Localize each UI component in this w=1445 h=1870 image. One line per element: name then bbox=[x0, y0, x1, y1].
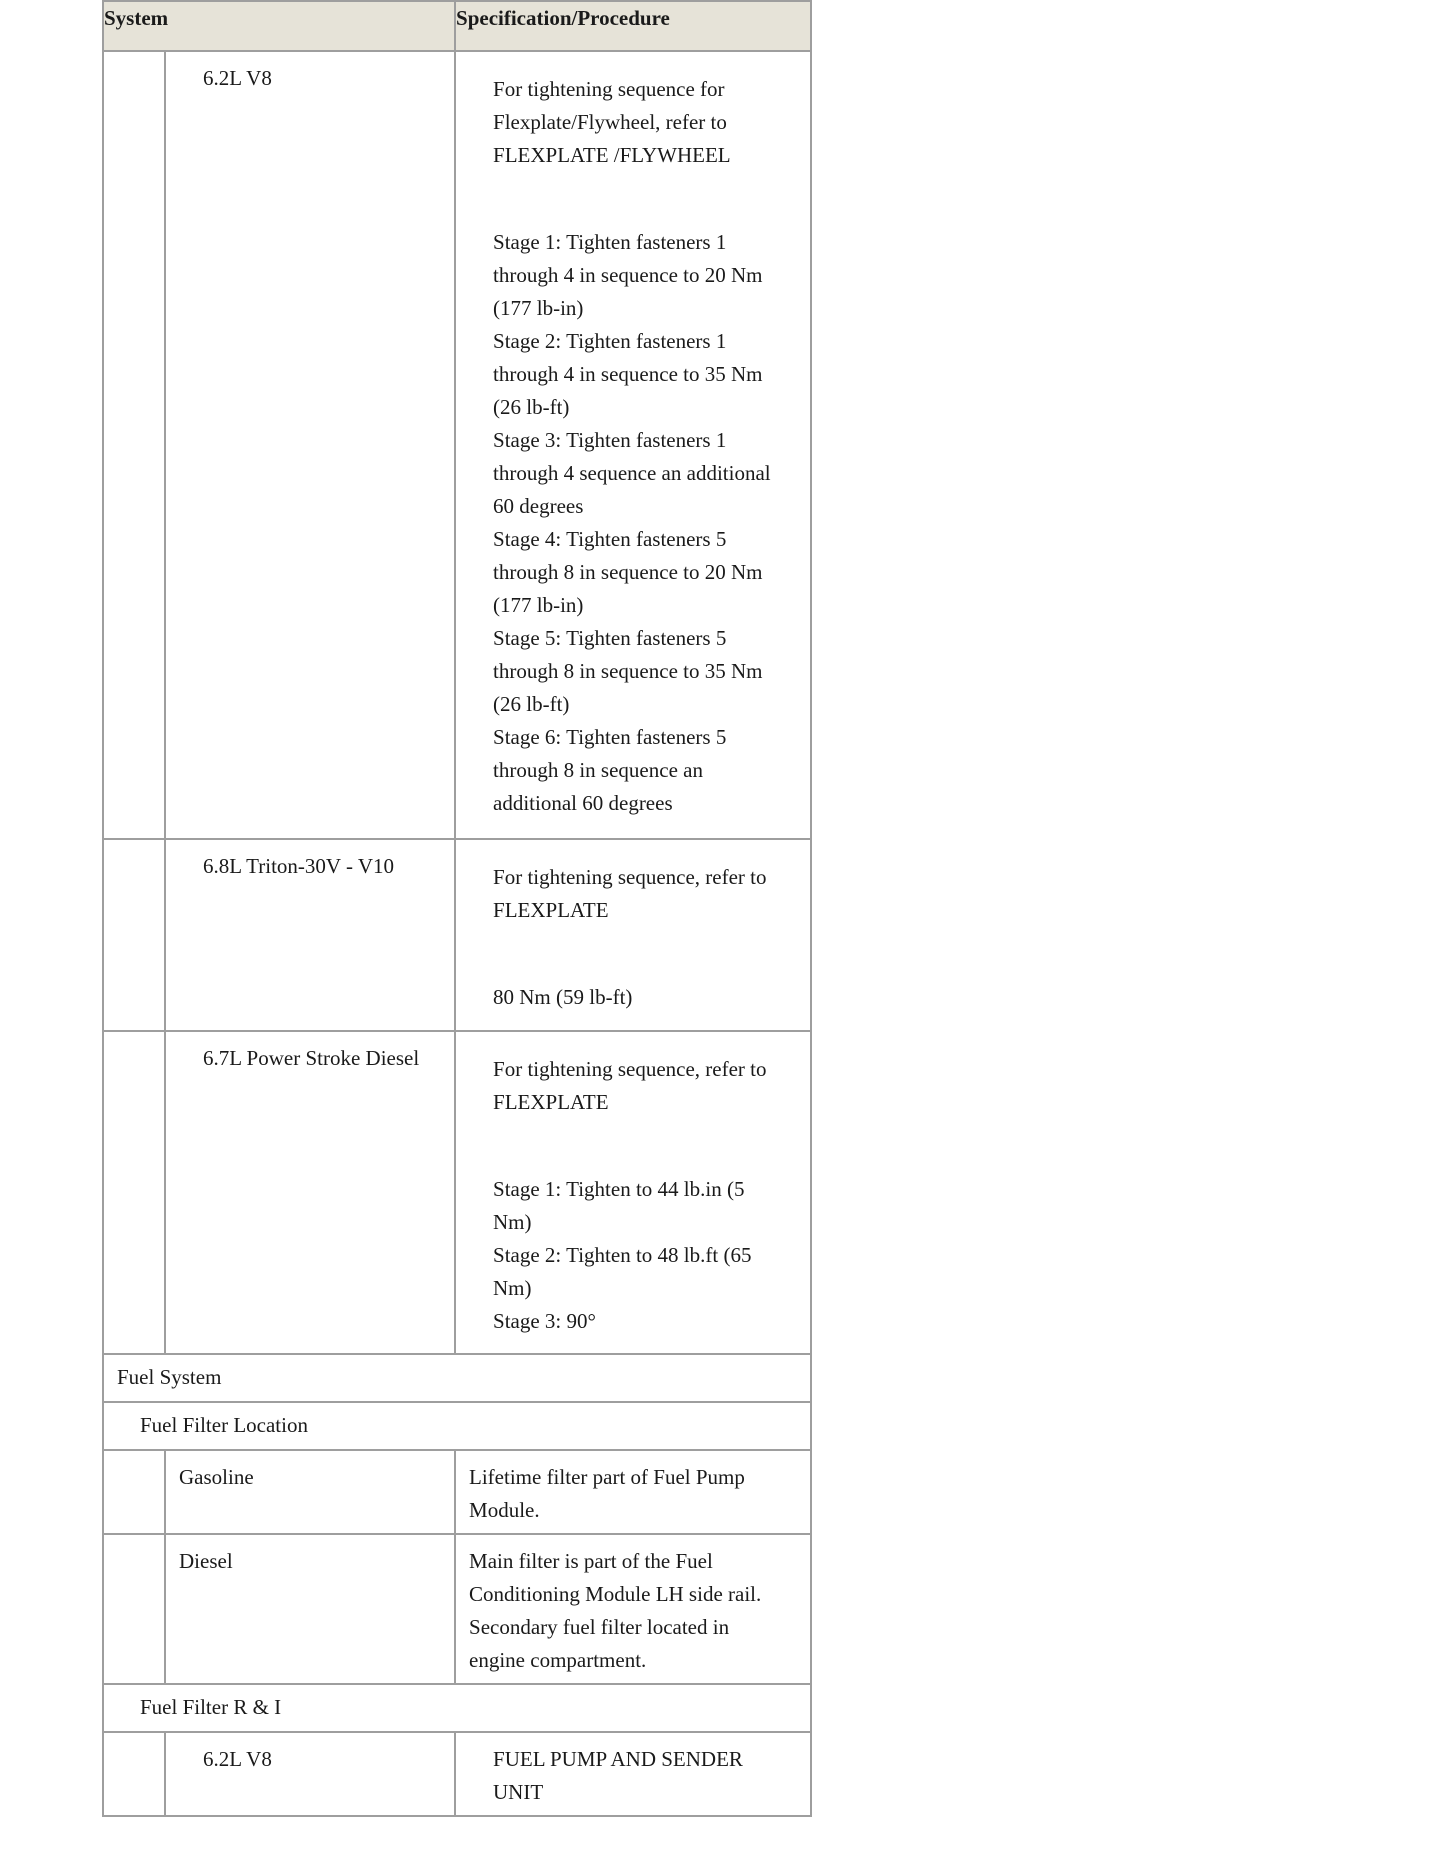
table-row bbox=[103, 1031, 811, 1354]
spec-step: 80 Nm (59 lb-ft) bbox=[493, 985, 633, 1009]
subsection-fuel-filter-ri: Fuel Filter R & I bbox=[103, 1684, 811, 1732]
table-row bbox=[103, 1534, 811, 1684]
indent-cell bbox=[103, 1534, 165, 1684]
system-cell: 6.2L V8 bbox=[165, 51, 455, 839]
spec-step: Stage 4: Tighten fasteners 5 through 8 in sequence to 20 Nm (177 lb-in) bbox=[493, 527, 763, 617]
system-cell: 6.2L V8 bbox=[165, 1732, 455, 1816]
spec-step: Stage 2: Tighten fasteners 1 through 4 in sequence to 35 Nm (26 lb-ft) bbox=[493, 329, 763, 419]
subsection-fuel-filter-location: Fuel Filter Location bbox=[103, 1402, 811, 1450]
spec-step: Stage 2: Tighten to 48 lb.ft (65 Nm) bbox=[493, 1243, 752, 1300]
subsection-row bbox=[103, 1684, 811, 1732]
specification-table bbox=[102, 0, 812, 1817]
system-cell: Gasoline bbox=[165, 1450, 455, 1534]
table-row bbox=[103, 1732, 811, 1816]
spec-step: Stage 1: Tighten to 44 lb.in (5 Nm) bbox=[493, 1177, 745, 1234]
table-row bbox=[103, 1450, 811, 1534]
indent-cell bbox=[103, 51, 165, 839]
system-cell: 6.7L Power Stroke Diesel bbox=[165, 1031, 455, 1354]
header-system: System bbox=[103, 1, 455, 51]
spec-step: Stage 1: Tighten fasteners 1 through 4 in sequence to 20 Nm (177 lb-in) bbox=[493, 230, 763, 320]
indent-cell bbox=[103, 1031, 165, 1354]
spec-step: Stage 5: Tighten fasteners 5 through 8 in sequence to 35 Nm (26 lb-ft) bbox=[493, 626, 763, 716]
spec-cell: Lifetime filter part of Fuel Pump Module. bbox=[455, 1450, 811, 1534]
header-row bbox=[103, 1, 811, 51]
section-fuel-system: Fuel System bbox=[103, 1354, 811, 1402]
spec-lead: For tightening sequence, refer to FLEXPLATE bbox=[493, 1057, 767, 1114]
indent-cell bbox=[103, 839, 165, 1031]
system-cell: Diesel bbox=[165, 1534, 455, 1684]
spec-cell bbox=[455, 51, 811, 839]
spec-cell: Main filter is part of the Fuel Conditioning Module LH side rail. Secondary fuel filter located in engine compartment. bbox=[455, 1534, 811, 1684]
indent-cell bbox=[103, 1732, 165, 1816]
spec-step: Stage 3: 90° bbox=[493, 1309, 596, 1333]
section-row bbox=[103, 1354, 811, 1402]
spec-cell: FUEL PUMP AND SENDER UNIT bbox=[455, 1732, 811, 1816]
header-specification: Specification/Procedure bbox=[455, 1, 811, 51]
spec-step: Stage 6: Tighten fasteners 5 through 8 in sequence an additional 60 degrees bbox=[493, 725, 727, 815]
spec-cell bbox=[455, 1031, 811, 1354]
spec-lead: For tightening sequence, refer to FLEXPLATE bbox=[493, 865, 767, 922]
spec-step: Stage 3: Tighten fasteners 1 through 4 sequence an additional 60 degrees bbox=[493, 428, 771, 518]
indent-cell bbox=[103, 1450, 165, 1534]
table-row bbox=[103, 51, 811, 839]
subsection-row bbox=[103, 1402, 811, 1450]
spec-cell bbox=[455, 839, 811, 1031]
spec-lead: For tightening sequence for Flexplate/Flywheel, refer to FLEXPLATE /FLYWHEEL bbox=[493, 77, 731, 167]
system-cell: 6.8L Triton-30V - V10 bbox=[165, 839, 455, 1031]
table-row bbox=[103, 839, 811, 1031]
